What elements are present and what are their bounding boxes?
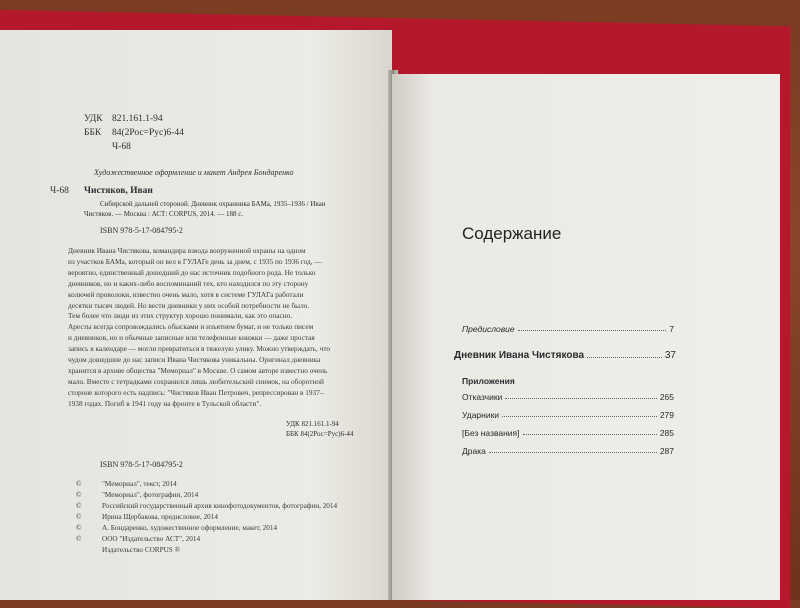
paragraph-line: десятки тысяч людей. Но вести дневники у них особой потребности не было.: [68, 300, 310, 310]
toc-leader: [505, 398, 657, 399]
toc-entry-preface: [462, 324, 674, 334]
paragraph-line: Дневник Ивана Чистякова, командира взвода вооруженной охраны на одном: [68, 246, 306, 255]
paragraph-line: вероятно, единственный дошедший до нас источник подобного рода. Не только: [68, 267, 316, 277]
paragraph-line: хранится в архиве общества "Мемориал" в Москве. О самом авторе известно очень: [68, 365, 328, 375]
right-page-contents: [392, 74, 780, 600]
copyright-symbol: ©: [76, 524, 82, 532]
paragraph-line: дневников, но и каких-либо воспоминаний тех, кто находился по эту сторону: [68, 278, 309, 288]
copyright-item: © Ирина Щербакова, предисловие, 2014: [76, 513, 218, 521]
toc-appendix-heading: Приложения: [462, 376, 515, 386]
annotation-paragraph: [68, 246, 368, 410]
paragraph-line: из участков БАМа, который он вел в ГУЛАГе день за днем, с 1935 по 1936 год, —: [68, 256, 322, 266]
isbn-bottom: ISBN 978-5-17-084795-2: [100, 460, 183, 469]
copyright-item: © ООО "Издательство АСТ", 2014: [76, 535, 201, 543]
toc-leader: [502, 416, 657, 417]
copyright-item: © Российский государственный архив кинофотодокументов, фотографии, 2014: [76, 502, 338, 510]
toc-entry-appendix: [462, 392, 674, 402]
entry-code: Ч-68: [50, 186, 69, 196]
paragraph-line: 1938 годах. Погиб в 1941 году на фронте в Тульской области".: [68, 398, 262, 408]
toc-entry-appendix: [462, 428, 674, 438]
copyright-symbol: ©: [76, 491, 82, 499]
toc-page: 7: [669, 324, 674, 334]
toc-label: Отказчики: [462, 392, 503, 402]
paragraph-line: мало. Вместе с тетрадками сохранился лишь любительский снимок, на оборотной: [68, 376, 324, 386]
toc-page: 265: [659, 392, 674, 402]
udk-value: 821.161.1-94: [112, 114, 163, 124]
toc-label: Драка: [462, 446, 486, 456]
design-credit: Художественное оформление и макет Андрея Бондаренко: [94, 168, 294, 177]
toc-entry-diary: [454, 350, 676, 361]
toc-label: Дневник Ивана Чистякова: [454, 350, 585, 361]
udk-label: УДК: [84, 114, 103, 124]
title-line-2: Чистяков. — Москва : АСТ: CORPUS, 2014. — 188 с.: [84, 210, 244, 218]
toc-entry-appendix: [462, 410, 674, 420]
paragraph-line: и дневников, но и обычные записные или телефонные книжки — даже простая: [68, 333, 315, 343]
toc-leader: [518, 330, 667, 331]
paragraph-line: чудом дошедшие до нас записи Ивана Чистякова уникальны. Оригинал дневника: [68, 355, 321, 365]
bbk-bottom: ББК 84(2Рос=Рус)6-44: [286, 430, 354, 438]
isbn-top: ISBN 978-5-17-084795-2: [100, 226, 183, 235]
paragraph-line: Тем более что люди из этих структур хорошо понимали, как это опасно.: [68, 311, 293, 321]
author-name: Чистяков, Иван: [84, 186, 153, 196]
toc-label: Ударники: [462, 410, 500, 420]
bbk-label: ББК: [84, 128, 102, 138]
left-page-imprint: [0, 30, 392, 600]
toc-label: [Без названия]: [462, 428, 520, 438]
paragraph-line: стороне которого есть надпись: "Чистяков Иван Петрович, репрессирован в 1937–: [68, 387, 324, 397]
copyright-symbol: ©: [76, 535, 82, 543]
title-line-1: Сибирской дальней стороной. Дневник охранника БАМа, 1935–1936 / Иван: [100, 200, 326, 208]
toc-page: 285: [659, 428, 674, 438]
toc-page: 287: [659, 446, 674, 456]
copyright-item: © А. Бондаренко, художественное оформление, макет, 2014: [76, 524, 278, 532]
paragraph-line: запись в календаре — могли превратиться в тяжелую улику. Можно утверждать, что: [68, 344, 331, 354]
copyright-item: Издательство CORPUS ®: [102, 546, 181, 554]
udk-bottom: УДК 821.161.1-94: [286, 420, 339, 428]
toc-label: Предисловие: [462, 324, 515, 334]
contents-heading: Содержание: [462, 224, 562, 243]
copyright-symbol: ©: [76, 480, 82, 488]
toc-entry-appendix: [462, 446, 674, 456]
toc-page: 37: [664, 350, 676, 361]
toc-page: 279: [659, 410, 674, 420]
paragraph-line: колючей проволоки, известно очень мало, хотя в системе ГУЛАГа работали: [68, 289, 304, 299]
bbk-value: 84(2Рос=Рус)6-44: [112, 128, 184, 138]
copyright-symbol: ©: [76, 513, 82, 521]
toc-leader: [587, 357, 662, 358]
toc-leader: [489, 452, 657, 453]
paragraph-line: Аресты всегда сопровождались обысками и изъятием бумаг, и не только писем: [68, 322, 314, 332]
author-code: Ч-68: [112, 142, 131, 152]
copyright-symbol: ©: [76, 502, 82, 510]
copyright-item: © "Мемориал", текст, 2014: [76, 480, 177, 488]
copyright-item: © "Мемориал", фотографии, 2014: [76, 491, 199, 499]
toc-leader: [523, 434, 657, 435]
